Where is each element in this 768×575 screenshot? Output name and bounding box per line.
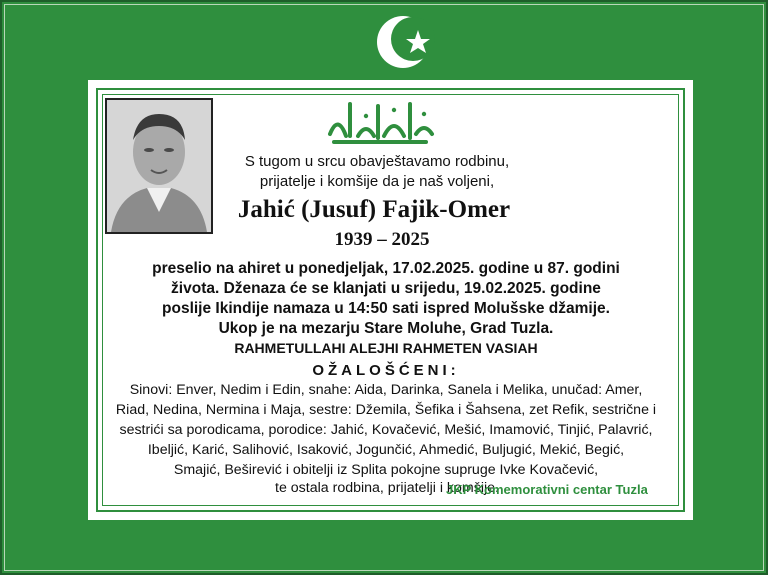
announcement-line-2: života. Dženaza će se klanjati u srijedu, 19.02.2025. godine [171,280,601,297]
memorial-center-name: JKP Komemorativni centar Tuzla [446,482,648,497]
life-years: 1939 – 2025 [334,229,430,250]
prayer-line: RAHMETULLAHI ALEJHI RAHMETEN VASIAH [234,340,538,356]
inna-lillahi-calligraphy [320,94,440,150]
mourners-line-2: Riad, Nedina, Nermina i Maja, sestre: Džemila, Šefika i Šahsena, zet Refik, sestrične i [115,402,657,418]
mourners-line-4: Ibeljić, Karić, Salihović, Isaković, Jogunčić, Ahmedić, Buljugić, Mekić, Begić, [147,442,625,458]
mourners-line-5: Smajić, Beširević i obitelji iz Splita pokojne supruge Ivke Kovačević, [173,462,599,478]
deceased-name: Jahić (Jusuf) Fajik-Omer [237,196,511,223]
portrait-photo [105,98,213,234]
mourners-heading: OŽALOŠĆENI: [312,362,460,379]
intro-line-1: S tugom u srcu obavještavamo rodbinu, [244,153,510,170]
mourners-line-1: Sinovi: Enver, Nedim i Edin, snahe: Aida, Darinka, Sanela i Melika, unučad: Amer, [129,382,643,398]
crescent-and-star-icon [374,8,440,74]
mourners-line-6: te ostala rodbina, prijatelji i komšije. [275,480,499,496]
announcement-line-3: poslije Ikindije namaza u 14:50 sati ispred Molušske džamije. [162,300,610,317]
announcement-line-4: Ukop je na mezarju Stare Moluhe, Grad Tuzla. [218,320,554,337]
announcement-line-1: preselio na ahiret u ponedjeljak, 17.02.2025. godine u 87. godini [152,260,620,277]
mourners-line-3: sestrići sa porodicama, porodice: Jahić, Kovačević, Mešić, Imamović, Tinjić, Palavrić, [119,422,653,438]
intro-line-2: prijatelje i komšije da je naš voljeni, [259,173,495,190]
